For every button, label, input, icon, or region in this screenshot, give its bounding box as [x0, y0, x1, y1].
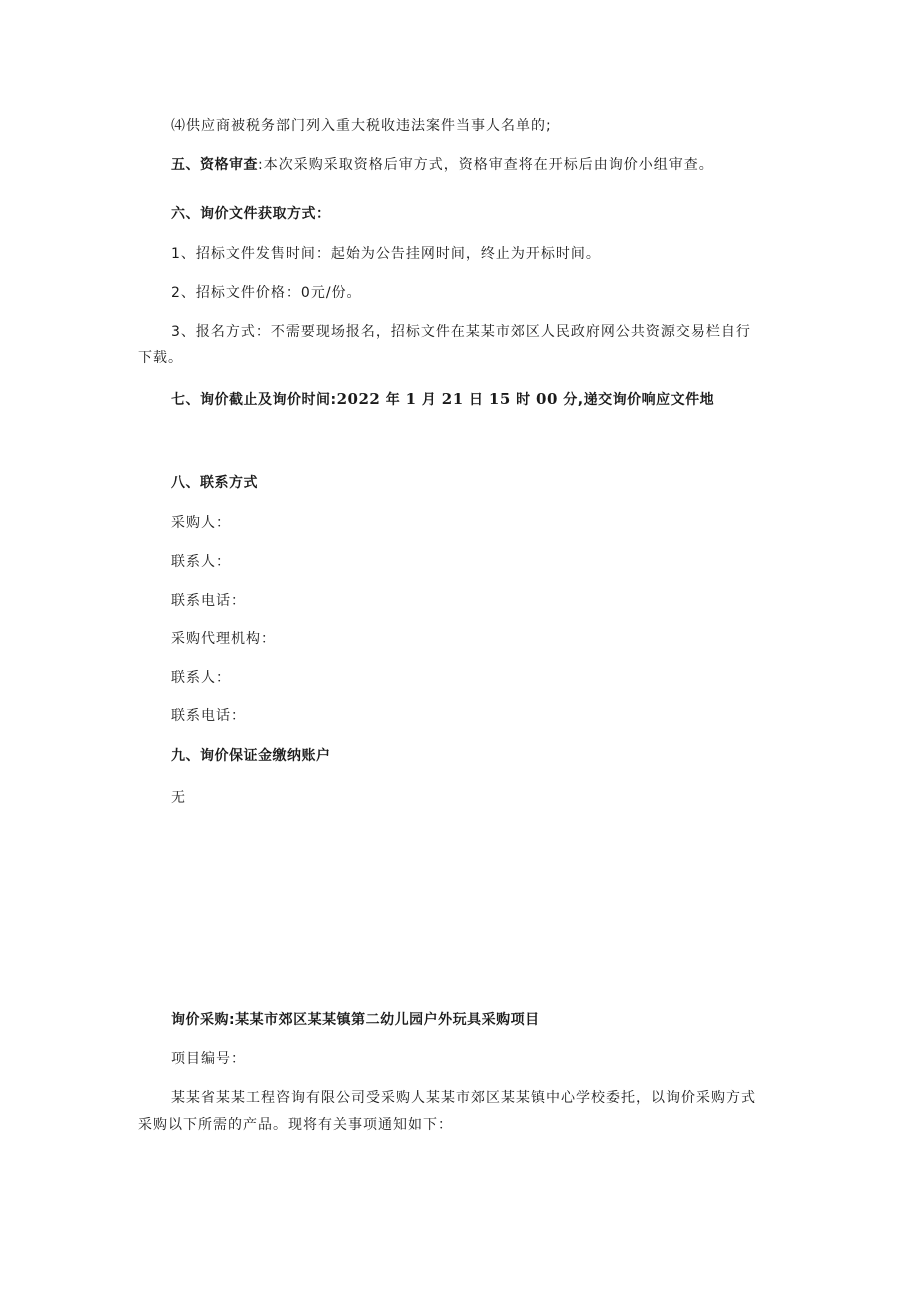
- deadline-hour-unit: 时: [516, 392, 531, 408]
- section-9-body: 无: [171, 790, 186, 806]
- section-5-title: 五、资格审查: [171, 157, 258, 173]
- deadline-year-unit: 年: [385, 392, 401, 408]
- deadline-hour: 15: [488, 390, 511, 408]
- section-7-prefix: 七、询价截止及询价时间:: [171, 392, 337, 408]
- agency-contact-label: 联系人：: [171, 670, 231, 686]
- project-number-label: 项目编号：: [171, 1051, 246, 1067]
- purchaser-label: 采购人：: [171, 515, 231, 531]
- agency-label: 采购代理机构：: [171, 631, 276, 647]
- section-6-item-3-line-1: 3、报名方式：不需要现场报名，招标文件在某某市郊区人民政府网公共资源交易栏自行: [171, 324, 751, 340]
- deadline-month: 1: [405, 390, 417, 408]
- section-5: [171, 156, 714, 174]
- agency-phone-label: 联系电话：: [171, 708, 246, 724]
- section-7: [171, 390, 714, 409]
- section-9-title: 九、询价保证金缴纳账户: [171, 748, 331, 764]
- section-5-body: :本次采购采取资格后审方式，资格审查将在开标后由询价小组审查。: [258, 157, 714, 173]
- purchaser-phone-label: 联系电话：: [171, 593, 246, 609]
- deadline-minute: 00: [536, 390, 558, 408]
- deadline-day: 21: [441, 390, 464, 408]
- intro-line-2: 采购以下所需的产品。现将有关事项通知如下：: [138, 1117, 453, 1133]
- section-6-item-2: 2、招标文件价格：0元/份。: [171, 285, 362, 301]
- section-6-item-1: 1、招标文件发售时间：起始为公告挂网时间，终止为开标时间。: [171, 246, 601, 262]
- purchaser-contact-label: 联系人：: [171, 554, 231, 570]
- section-6-item-3-line-2: 下载。: [138, 350, 183, 366]
- project-title: 询价采购:某某市郊区某某镇第二幼儿园户外玩具采购项目: [171, 1012, 540, 1028]
- qualification-item-4: ⑷供应商被税务部门列入重大税收违法案件当事人名单的;: [171, 118, 552, 134]
- section-7-suffix: 分,递交询价响应文件地: [563, 392, 715, 408]
- section-8-title: 八、联系方式: [171, 475, 258, 491]
- intro-line-1: 某某省某某工程咨询有限公司受采购人某某市郊区某某镇中心学校委托，以询价采购方式: [171, 1090, 756, 1106]
- deadline-month-unit: 月: [421, 392, 437, 408]
- deadline-day-unit: 日: [469, 392, 484, 408]
- section-6-title: 六、询价文件获取方式：: [171, 206, 331, 222]
- deadline-year: 2022: [336, 390, 381, 408]
